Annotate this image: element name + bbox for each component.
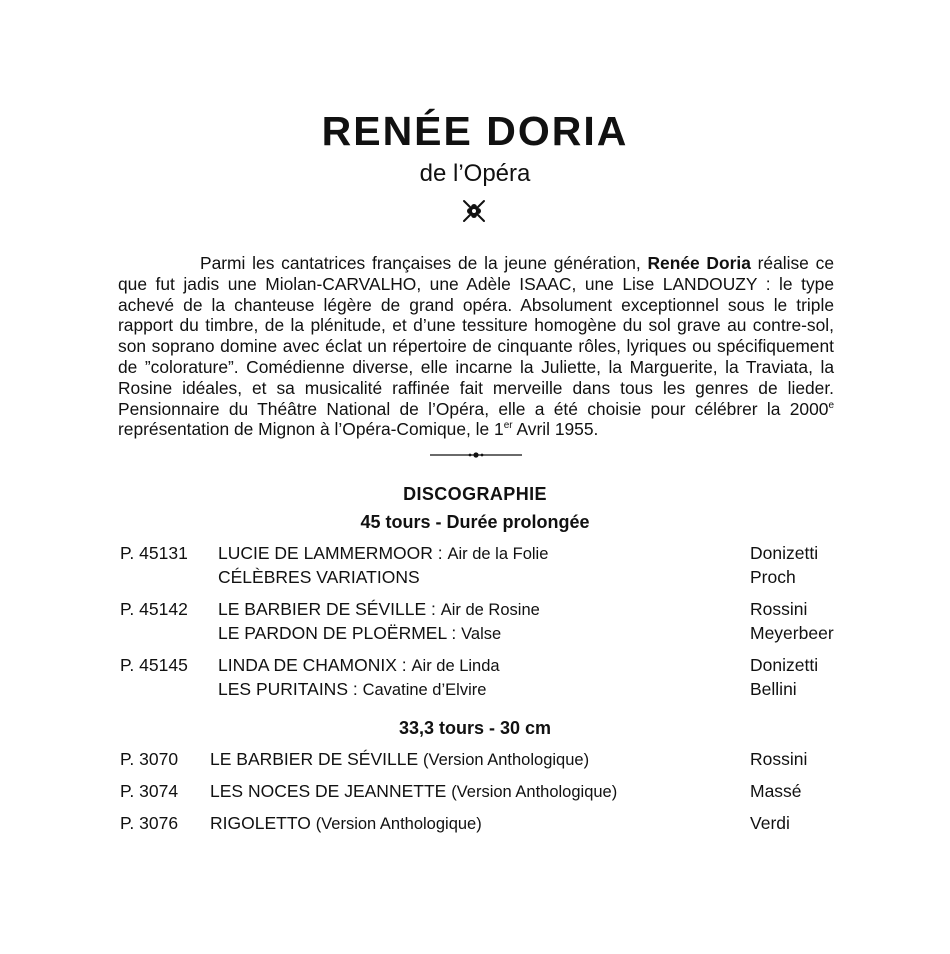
work-detail: Air de la Folie	[447, 545, 549, 563]
work-detail: (Version Anthologique)	[451, 783, 618, 801]
bio-text: ce que fut jadis une Miolan-CARVALHO, une Adèle ISAAC, une Lise LANDOUZY : le type achevé de la chanteuse légère de grand opéra. Absolument exceptionnel sous le triple rapport du timbre, de la plénitude, et d’une tessiture homogène du sol grave au contre-sol, son soprano domine avec éclat un répertoire de cinquante rôles, lyriques ou spécifiquement de ”coloraturе”. Comédienne diverse, elle incarne la Juliette, la Marguerite, la Traviata, la Rosine idéales, et sa musicalité raffinée fait merveille dans tous les genres de lieder. Pensionnaire du Théâtre National de l’Opéra, elle a été choisie pour célébrer la	[118, 253, 834, 419]
discography-heading: DISCOGRAPHIE	[403, 484, 547, 504]
work-detail: (Version Anthologique)	[315, 815, 482, 833]
biography-paragraph	[118, 253, 834, 440]
performance-number: 2000	[789, 398, 829, 419]
work-title: LE BARBIER DE SÉVILLE (Version Anthologique)	[210, 749, 590, 769]
composer: Rossini	[750, 749, 808, 769]
record-row	[0, 623, 950, 645]
work-detail: Air de Rosine	[440, 601, 540, 619]
work-title: LES PURITAINS : Cavatine d’Elvire	[218, 679, 487, 699]
catalog-number: P. 3070	[120, 749, 179, 769]
ordinal-suffix: e	[828, 399, 834, 411]
work-title: CÉLÈBRES VARIATIONS	[218, 567, 420, 587]
work-title: RIGOLETTO (Version Anthologique)	[210, 813, 482, 833]
composer: Rossini	[750, 599, 808, 619]
work-detail: (Version Anthologique)	[423, 751, 590, 769]
bio-text-mid: représentation de Mignon à l’Opéra-Comique, le	[118, 419, 495, 440]
work-title: LE BARBIER DE SÉVILLE : Air de Rosine	[218, 599, 540, 619]
work-title: LES NOCES DE JEANNETTE (Version Anthologique)	[210, 781, 618, 801]
record-row	[0, 599, 950, 621]
record-row	[0, 567, 950, 589]
section-divider	[430, 451, 522, 459]
work-title: LINDA DE CHAMONIX : Air de Linda	[218, 655, 500, 675]
section-heading-45: 45 tours - Durée prolongée	[360, 512, 590, 532]
record-row	[0, 679, 950, 701]
bio-intro-end: réalise	[750, 253, 809, 273]
catalog-number: P. 3076	[120, 813, 179, 833]
work-detail: Air de Linda	[411, 657, 500, 675]
work-title: LUCIE DE LAMMERMOOR : Air de la Folie	[218, 543, 549, 563]
catalog-number: P. 45142	[120, 599, 188, 619]
work-detail: Cavatine d’Elvire	[362, 681, 487, 699]
catalog-number: P. 45131	[120, 543, 188, 563]
singer-name: Renée Doria	[647, 253, 751, 273]
page-subtitle: de l’Opéra	[419, 160, 531, 187]
bio-intro: Parmi les cantatrices françaises de la jeune génération,	[200, 253, 648, 273]
catalog-number: P. 3074	[120, 781, 179, 801]
page-title: RENÉE DORIA	[321, 108, 629, 154]
composer: Donizetti	[750, 655, 819, 675]
record-row	[0, 543, 950, 565]
bio-text-end: Avril 1955.	[512, 419, 599, 440]
composer: Verdi	[750, 813, 790, 833]
composer: Donizetti	[750, 543, 819, 563]
floral-ornament-icon	[461, 198, 487, 224]
section-heading-33: 33,3 tours - 30 cm	[398, 718, 552, 738]
ordinal-suffix: er	[503, 420, 513, 432]
record-row	[0, 749, 950, 771]
composer: Massé	[750, 781, 802, 801]
work-title: LE PARDON DE PLOËRMEL : Valse	[218, 623, 502, 643]
composer: Proch	[750, 567, 796, 587]
date-day: 1	[494, 419, 504, 440]
composer: Bellini	[750, 679, 797, 699]
record-row	[0, 781, 950, 803]
catalog-number: P. 45145	[120, 655, 188, 675]
record-row	[0, 655, 950, 677]
work-detail: Valse	[461, 625, 502, 643]
record-row	[0, 813, 950, 835]
composer: Meyerbeer	[750, 623, 834, 643]
